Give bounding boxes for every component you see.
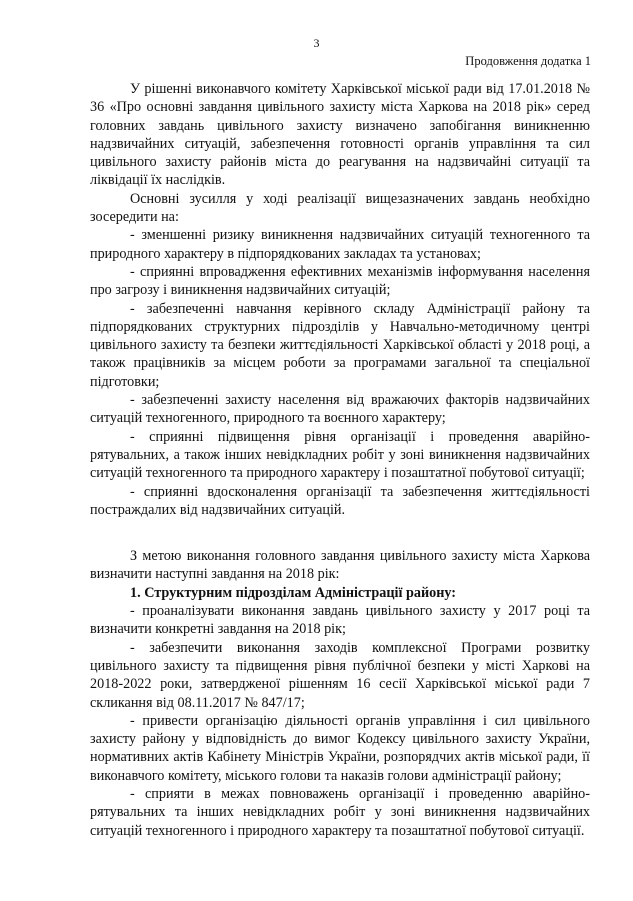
paragraph-goal: З метою виконання головного завдання цивільного захисту міста Харкова визначити наступні завдання на 2018 рік: [90, 548, 590, 583]
list-item: - забезпечити виконання заходів комплексної Програми розвитку цивільного захисту та підвищення рівня публічної безпеки у місті Харкові на 2018-2022 роки, затвердженої рішенням 16 сесії Харківської міської ради 7 скликання від 08.11.2017 № 847/17; [90, 639, 590, 711]
paragraph-focus: Основні зусилля у ході реалізації вищезазначених завдань необхідно зосередити на: [90, 190, 590, 226]
section-heading: 1. Структурним підрозділам Адміністрації району: [130, 584, 457, 601]
paragraph-gap [90, 519, 590, 547]
list-item: - сприянні впровадження ефективних механізмів інформування населення про загрозу і виникнення надзвичайних ситуацій; [90, 263, 590, 299]
page-number: 3 [313, 36, 320, 50]
list-item: - забезпеченні захисту населення від вражаючих факторів надзвичайних ситуацій техногенного, природного та воєнного характеру; [90, 392, 590, 427]
list-item: - сприянні підвищення рівня організації і проведення аварійно-рятувальних, а також інших невідкладних робіт у зоні виникнення надзвичайних ситуацій техногенного та природного характеру і позаштатної побутової ситуації; [90, 428, 590, 482]
list-item: - сприяти в межах повноважень організації і проведенню аварійно-рятувальних та інших невідкладних робіт у зоні виникнення надзвичайних ситуацій техногенного і природного характеру та позаштатної побутової ситуації. [90, 785, 590, 839]
list-item: - привести організацію діяльності органів управління і сил цивільного захисту району у відповідність до вимог Кодексу цивільного захисту України, нормативних актів Кабінету Міністрів України, розпорядчих актів міської ради, її виконавчого комітету, міського голови та наказів голови адміністрації району; [90, 712, 590, 784]
document-body [90, 80, 590, 840]
list-item: - сприянні вдосконалення організації та забезпечення життєдіяльності постраждалих від надзвичайних ситуацій. [90, 483, 590, 518]
list-item: - проаналізувати виконання завдань цивільного захисту у 2017 році та визначити конкретні завдання на 2018 рік; [90, 603, 590, 638]
list-item: - забезпеченні навчання керівного складу Адміністрації району та підпорядкованих структурних підрозділів у Навчально-методичному центрі цивільного захисту та безпеки життєдіяльності Харківської області у 2018 році, а також працівників за місцем роботи за програмами загальної та спеціальної підготовки; [90, 300, 590, 390]
paragraph-intro: У рішенні виконавчого комітету Харківської міської ради від 17.01.2018 № 36 «Про основні завдання цивільного захисту міста Харкова на 2018 рік» серед головних завдань цивільного захисту визначено запобігання виникненню надзвичайних ситуацій, забезпечення готовності органів управління та сил цивільного захисту районів міста до реагування на надзвичайні ситуації та ліквідації їх наслідків. [90, 81, 590, 189]
continuation-label: Продовження додатка 1 [465, 54, 591, 68]
list-item: - зменшенні ризику виникнення надзвичайних ситуацій техногенного та природного характеру в підпорядкованих закладах та установах; [90, 227, 590, 262]
